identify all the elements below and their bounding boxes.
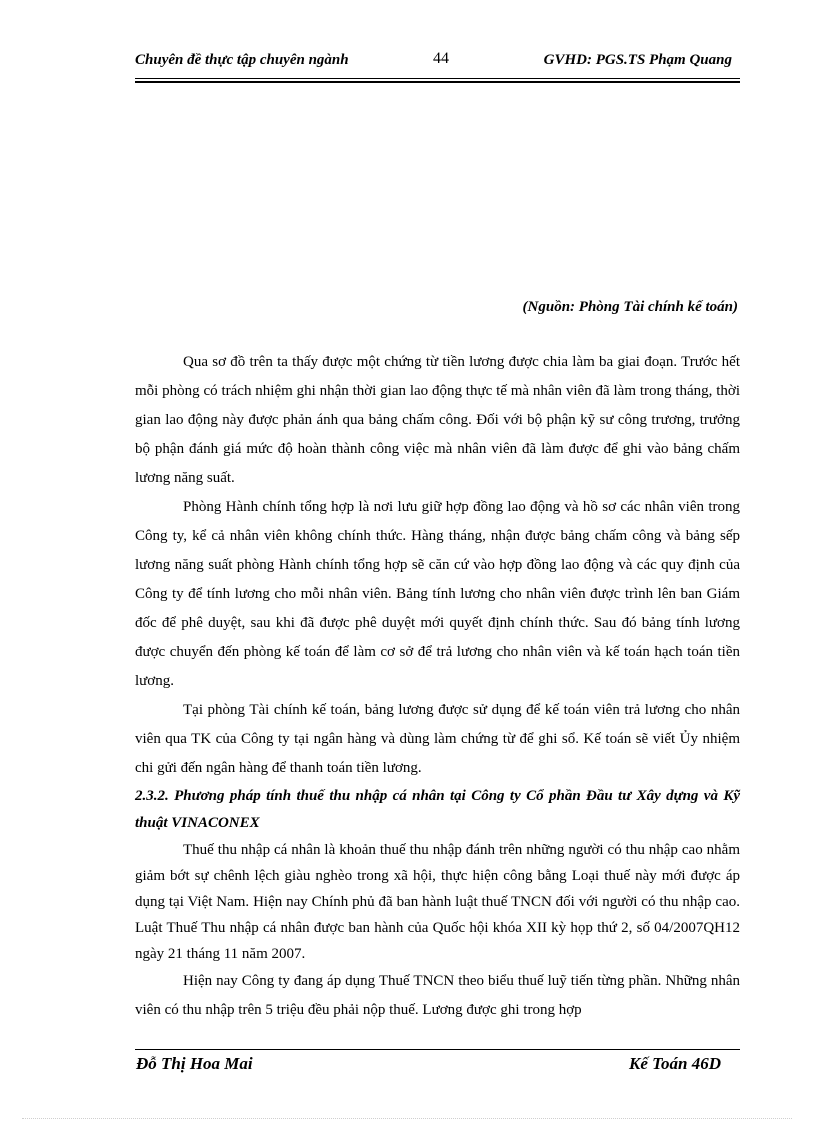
footer-author: Đỗ Thị Hoa Mai: [136, 1054, 253, 1073]
section-paragraph-1: Thuế thu nhập cá nhân là khoản thuế thu nhập đánh trên những người có thu nhập cao nhằm giảm bớt sự chênh lệch giàu nghèo trong xã hội, thực hiện công bằng Loại thuế này mới được áp dụng tại Việt Nam. Hiện nay Chính phủ đã ban hành luật thuế TNCN đối với người có thu nhập cao. Luật Thuế Thu nhập cá nhân được ban hành của Quốc hội khóa XII kỳ họp thứ 2, số 04/2007QH12 ngày 21 tháng 11 năm 2007.: [135, 842, 740, 962]
paragraph-1: Qua sơ đồ trên ta thấy được một chứng từ tiền lương được chia làm ba giai đoạn. Trước hết mỗi phòng có trách nhiệm ghi nhận thời gian lao động thực tế mà nhân viên đã làm trong tháng, thời gian lao động này được phản ánh qua bảng chấm công. Đối với bộ phận kỹ sư công trương, trưởng bộ phận đánh giá mức độ hoàn thành công việc mà nhân viên đã làm được để ghi vào bảng chấm lương năng suất.: [135, 354, 740, 486]
paragraph-2: Phòng Hành chính tổng hợp là nơi lưu giữ hợp đồng lao động và hồ sơ các nhân viên trong Công ty, kể cả nhân viên không chính thức. Hàng tháng, nhận được bảng chấm công và bảng sếp lương năng suất phòng Hành chính tổng hợp sẽ căn cứ vào hợp đồng lao động và các quy định của Công ty để tính lương cho mỗi nhân viên. Bảng tính lương cho nhân viên được trình lên ban Giám đốc để phê duyệt, sau khi đã được phê duyệt mới quyết định chính thức. Sau đó bảng tính lương được chuyển đến phòng kế toán để làm cơ sở để trả lương cho nhân viên và kế toán hạch toán tiền lương.: [135, 499, 740, 689]
header-rule-thin: [135, 78, 740, 79]
header-rule-thick: [135, 81, 740, 83]
header-title: Chuyên đề thực tập chuyên ngành: [135, 52, 349, 68]
page-number: 44: [433, 50, 449, 67]
page-edge: [22, 1118, 792, 1119]
source-note: (Nguồn: Phòng Tài chính kế toán): [522, 299, 738, 315]
document-body: [135, 348, 740, 1025]
page-header: [135, 50, 740, 74]
paragraph-3: Tại phòng Tài chính kế toán, bảng lương được sử dụng để kế toán viên trả lương cho nhân viên qua TK của Công ty tại ngân hàng và dùng làm chứng từ để ghi sổ. Kế toán sẽ viết Ủy nhiệm chi gửi đến ngân hàng để thanh toán tiền lương.: [135, 702, 740, 776]
header-advisor: GVHD: PGS.TS Phạm Quang: [543, 52, 732, 68]
section-paragraph-2: Hiện nay Công ty đang áp dụng Thuế TNCN theo biểu thuế luỹ tiến từng phần. Những nhân viên có thu nhập trên 5 triệu đều phải nộp thuế. Lương được ghi trong hợp: [135, 973, 740, 1018]
footer-rule: [135, 1049, 740, 1050]
section-heading: 2.3.2. Phương pháp tính thuế thu nhập cá nhân tại Công ty Cổ phần Đầu tư Xây dựng và Kỹ thuật VINACONEX: [135, 788, 740, 831]
footer-class: Kế Toán 46D: [629, 1054, 721, 1073]
